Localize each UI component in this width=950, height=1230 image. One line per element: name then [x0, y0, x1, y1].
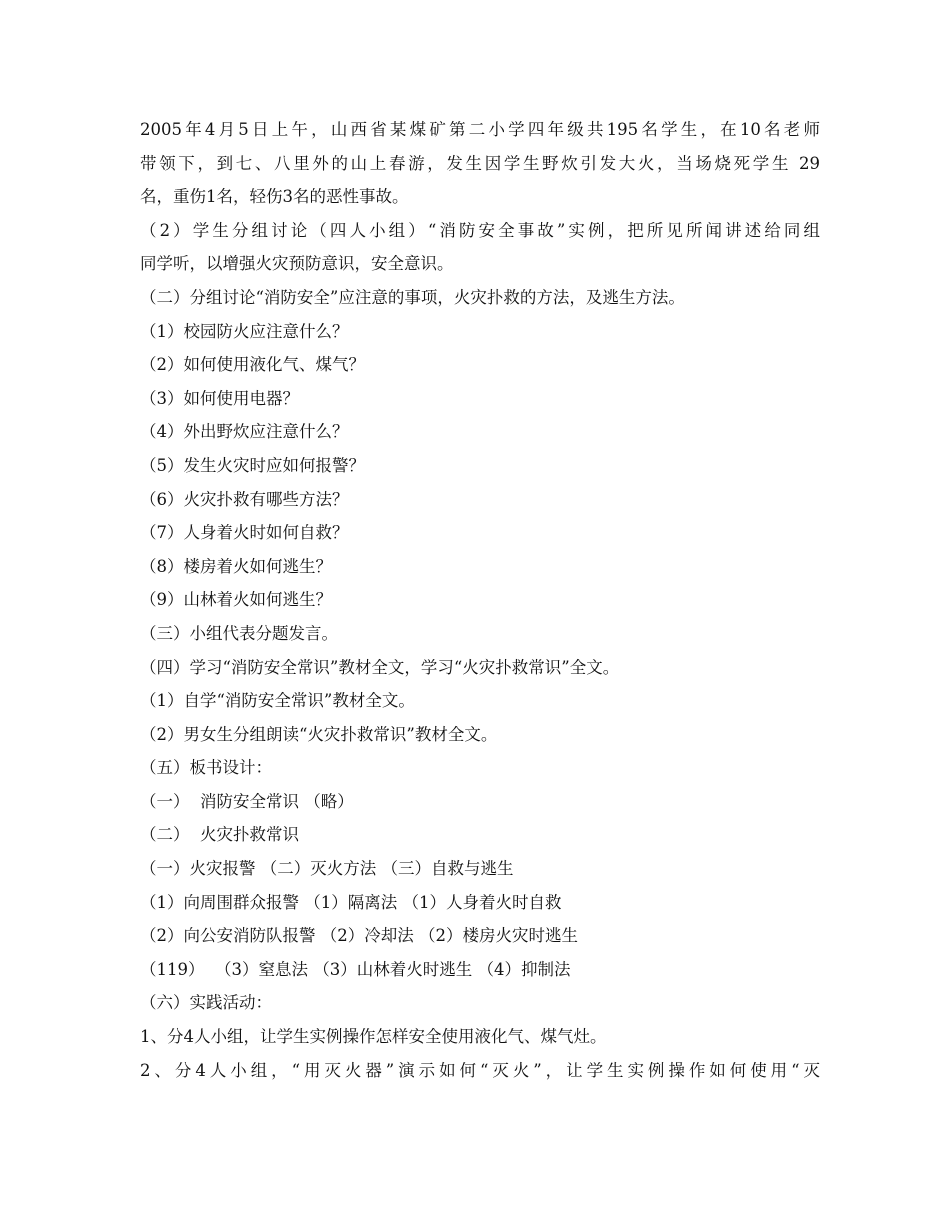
list-item: 1、分4人小组，让学生实例操作怎样安全使用液化气、煤气灶。 [140, 1027, 607, 1047]
paragraph-line: 同学听，以增强火灾预防意识，安全意识。 [140, 254, 454, 274]
list-item: （9）山林着火如何逃生？ [140, 590, 332, 610]
section-heading: （六）实践活动： [140, 993, 272, 1013]
list-item: （7）人身着火时如何自救？ [140, 523, 349, 543]
list-item: （6）火灾扑救有哪些方法？ [140, 489, 349, 509]
paragraph-line: 2005年4月5日上午，山西省某煤矿第二小学四年级共195名学生，在10名老师 [140, 120, 820, 139]
paragraph-line: 名，重伤1名，轻伤3名的恶性事故。 [140, 187, 409, 207]
list-item: 2、分4人小组，“用灭火器”演示如何“灭火”，让学生实例操作如何使用“灭 [140, 1060, 820, 1080]
board-line: （2）向公安消防队报警 （2）冷却法 （2）楼房火灾时逃生 [140, 926, 578, 946]
list-item: （5）发生火灾时应如何报警？ [140, 455, 365, 475]
paragraph-line: （2）学生分组讨论（四人小组）“消防安全事故”实例，把所见所闻讲述给同组 [140, 220, 820, 240]
list-item: （2）男女生分组朗读“火灾扑救常识”教材全文。 [140, 724, 498, 744]
board-line: （119） （3）窒息法 （3）山林着火时逃生 （4）抑制法 [140, 959, 571, 979]
list-item: （3）如何使用电器？ [140, 388, 299, 408]
section-heading: （三）小组代表分题发言。 [140, 623, 338, 643]
board-line: （二） 火灾扑救常识 [140, 825, 299, 845]
document-body [140, 113, 820, 1087]
board-line: （1）向周围群众报警 （1）隔离法 （1）人身着火时自救 [140, 892, 562, 912]
board-line: （一） 消防安全常识 （略） [140, 791, 354, 811]
list-item: （2）如何使用液化气、煤气？ [140, 355, 365, 375]
section-heading: （四）学习“消防安全常识”教材全文，学习“火灾扑救常识”全文。 [140, 657, 620, 677]
section-heading: （二）分组讨论“消防安全”应注意的事项，火灾扑救的方法，及逃生方法。 [140, 287, 685, 307]
list-item: （1）校园防火应注意什么？ [140, 321, 349, 341]
list-item: （4）外出野炊应注意什么？ [140, 422, 349, 442]
list-item: （1）自学“消防安全常识”教材全文。 [140, 691, 415, 711]
list-item: （8）楼房着火如何逃生？ [140, 556, 332, 576]
paragraph-line: 带领下，到七、八里外的山上春游，发生因学生野炊引发大火，当场烧死学生 29 [140, 153, 820, 173]
board-line: （一）火灾报警 （二）灭火方法 （三）自救与逃生 [140, 859, 514, 879]
section-heading: （五）板书设计： [140, 758, 272, 778]
